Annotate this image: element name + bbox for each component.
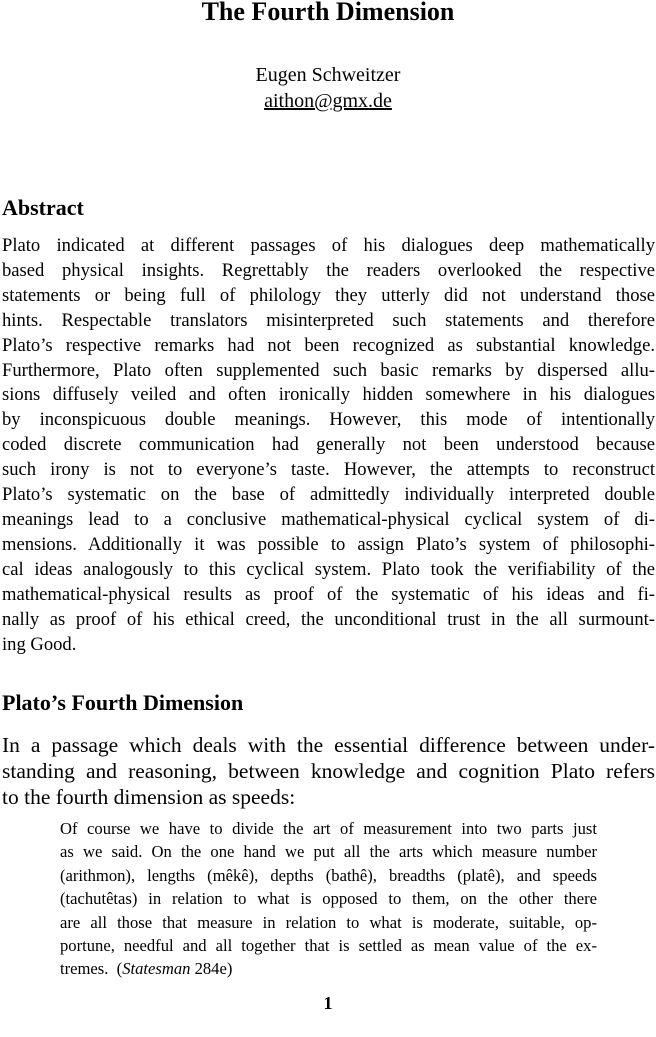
abstract-heading: Abstract: [2, 195, 84, 220]
text-line: hints. Respectable translators misinterpreted such statements and therefore: [2, 309, 655, 331]
text-line: as we said. On the one hand we put all the arts which measure number: [60, 842, 597, 862]
text-line: (tachutêtas) in relation to what is opposed to them, on the other there: [60, 889, 597, 909]
section-heading: Plato’s Fourth Dimension: [2, 690, 244, 715]
block-quote: [60, 817, 597, 981]
paper-title: The Fourth Dimension: [201, 0, 455, 26]
text-line: mensions. Additionally it was possible to assign Plato’s system of philosophi-: [2, 533, 655, 555]
text-line: portune, needful and all together that is settled as mean value of the ex-: [60, 936, 597, 956]
text-line: mathematical-physical results as proof of the systematic of his ideas and fi-: [2, 583, 655, 605]
page-number: 1: [323, 993, 333, 1013]
text-line: Plato’s systematic on the base of admittedly individually interpreted double: [2, 484, 655, 506]
text-line: sions diffusely veiled and often ironically hidden somewhere in his dialogues: [2, 384, 655, 406]
text-line: by inconspicuous double meanings. However, this mode of intentionally: [2, 409, 655, 431]
text-line: such irony is not to everyone’s taste. However, the attempts to reconstruct: [2, 459, 655, 481]
text-line: Furthermore, Plato often supplemented such basic remarks by dispersed allu-: [2, 359, 655, 381]
text-line: standing and reasoning, between knowledge and cognition Plato refers: [2, 759, 655, 783]
quote-last-text: tremes. (: [60, 959, 123, 979]
text-line: Of course we have to divide the art of measurement into two parts just: [60, 819, 597, 838]
abstract-body: [2, 234, 655, 657]
text-line: In a passage which deals with the essential difference between under-: [2, 733, 655, 757]
section-intro: [2, 732, 655, 810]
text-line: Plato indicated at different passages of his dialogues deep mathematically: [2, 235, 655, 256]
email-link[interactable]: aithon@gmx.de: [264, 90, 392, 112]
text-line: based physical insights. Regrettably the readers overlooked the respective: [2, 259, 655, 281]
author-name: Eugen Schweitzer: [255, 64, 401, 86]
text-line: to the fourth dimension as speeds:: [2, 785, 296, 809]
text-line: are all those that measure in relation to what is moderate, suitable, op-: [60, 912, 597, 932]
text-line: nally as proof of his ethical creed, the unconditional trust in the all surmount-: [2, 608, 655, 630]
text-line: meanings lead to a conclusive mathematical-physical cyclical system of di-: [2, 508, 655, 530]
text-line: cal ideas analogously to this cyclical system. Plato took the verifiability of the: [2, 558, 655, 580]
citation-title: Statesman: [122, 959, 191, 979]
text-line: Plato’s respective remarks had not been recognized as substantial knowledge.: [2, 334, 655, 356]
quote-citation-line: [60, 957, 597, 980]
text-line: statements or being full of philology they utterly did not understand those: [2, 284, 655, 306]
author-email: [0, 88, 656, 114]
text-line: ing Good.: [2, 633, 77, 655]
text-line: coded discrete communication had generally not been understood because: [2, 434, 655, 456]
citation-reference: 284e): [190, 959, 233, 979]
text-line: (arithmon), lengths (mêkê), depths (bathê), breadths (platê), and speeds: [60, 865, 597, 885]
